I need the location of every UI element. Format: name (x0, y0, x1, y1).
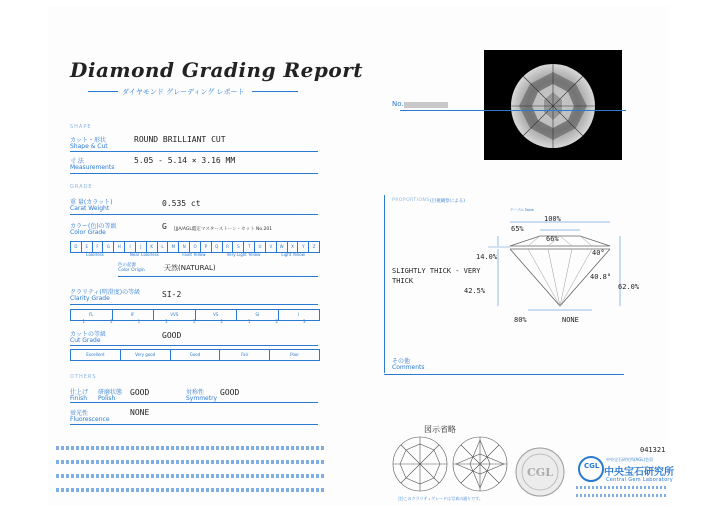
color-value: G (162, 222, 167, 231)
shape-value: ROUND BRILLIANT CUT (134, 135, 226, 144)
color-origin-label-en: Color Origin (118, 268, 145, 273)
measurements-value: 5.05 - 5.14 × 3.16 MM (134, 156, 236, 165)
clarity-scale-cell: VVS (154, 310, 196, 320)
carat-label-jp: 重 量(カラット) (70, 199, 113, 206)
carat-label-en: Carat Weight (70, 205, 110, 212)
color-scale-word: Colorless (85, 252, 104, 257)
comments-rule (384, 374, 624, 375)
color-scale-cell: T (244, 242, 255, 252)
grade-section-label: GRADE (70, 184, 93, 190)
color-scale-cell: U (255, 242, 266, 252)
clarity-label-en: Clarity Grade (70, 295, 110, 302)
polish-label-jp: 研磨状態 (98, 389, 123, 396)
color-scale-cell: Z (312, 244, 316, 249)
culet-value: NONE (562, 316, 579, 324)
diamond-photo-icon (484, 50, 622, 160)
clarity-sub-cell: 2 (110, 319, 113, 324)
symmetry-label-en: Symmetry (186, 395, 218, 402)
shape-label-jp: カット・形状 (70, 137, 106, 144)
cut-label-jp: カットの等級 (70, 331, 106, 338)
clarity-plot-icon (390, 434, 510, 494)
color-scale-cell: D (71, 242, 82, 252)
color-label-jp: カラー(色)の等級 (70, 223, 117, 230)
lower-half-value: 80% (514, 316, 527, 324)
comments-label-en: Comments (392, 364, 425, 371)
polish-label-en: Polish (98, 395, 116, 402)
table-label: テーブル Table (510, 208, 534, 212)
clarity-value: SI-2 (162, 290, 182, 299)
fluorescence-label-en: Fluorescence (70, 416, 110, 423)
clarity-label-jp: クラリティ(明澄度)の等級 (70, 289, 141, 296)
total-depth-value: 62.0% (618, 283, 640, 291)
cut-scale-cell: Poor (290, 352, 299, 357)
serial-number: 041321 (640, 446, 666, 454)
total-width-value: 100% (544, 215, 561, 223)
color-scale-cell: N (179, 242, 190, 252)
color-scale-cell: S (233, 242, 244, 252)
color-scale-word: Very Light Yellow (226, 252, 261, 257)
cut-scale-cell: Very good (121, 350, 171, 360)
color-label-en: Color Grade (70, 229, 106, 236)
fluorescence-label-jp: 蛍光性 (70, 410, 89, 417)
finish-label-jp: 仕上げ (70, 389, 89, 396)
color-scale-cell: Y (298, 242, 309, 252)
comments-label-jp: その他 (392, 358, 411, 365)
color-master-stone: [JJA/AGL鑑定マスターストーン・セット No.201 (174, 227, 273, 232)
title-rule-left (88, 91, 118, 92)
cgl-logo-text: CGL (584, 462, 600, 470)
shape-label-en: Shape & Cut (70, 143, 108, 150)
org-membership: 中央宝石研究所(AGL)会員 (606, 457, 654, 462)
color-scale-cell: Q (212, 242, 223, 252)
others-section-label: OTHERS (70, 374, 97, 380)
fine-print (56, 440, 326, 492)
shape-rule (70, 151, 318, 152)
finish-rule (70, 402, 318, 403)
color-scale-cell: E (82, 242, 93, 252)
girdle-thickness-value: SLIGHTLY THICK - VERY THICK (392, 267, 481, 285)
color-scale-cell: H (114, 242, 125, 252)
color-scale-cell: K (147, 242, 158, 252)
cut-rule (70, 345, 318, 346)
cut-scale-cell: Fair (220, 350, 270, 360)
symmetry-value: GOOD (220, 388, 240, 397)
diamond-photo (484, 50, 622, 160)
title-rule-right (252, 91, 298, 92)
diagram-omitted-label: 図示省略 (424, 425, 456, 434)
clarity-sub-cell: 1 (192, 319, 196, 324)
crown-height-value: 14.0% (476, 253, 498, 261)
star-percent-value: 66% (546, 235, 559, 243)
cut-scale (70, 349, 320, 361)
clarity-sub-scale (70, 319, 318, 325)
clarity-sub-cell: 1 (82, 319, 86, 324)
fluorescence-value: NONE (130, 408, 150, 417)
clarity-rule (70, 304, 318, 305)
color-origin-label-jp: 色の起源 (118, 263, 136, 268)
proportions-section-label: PROPORTIONS (392, 198, 430, 203)
crown-angle-value: 40° (592, 249, 605, 257)
report-number-redacted (404, 102, 448, 108)
clarity-scale-cell: FL (71, 310, 113, 320)
color-scale-cell: P (201, 242, 212, 252)
color-scale-cell: M (168, 242, 179, 252)
clarity-sub-cell: 2 (275, 319, 278, 324)
cgl-logo-icon (578, 456, 604, 482)
measurements-label-en: Measurements (70, 164, 115, 171)
measurements-rule (70, 173, 318, 174)
cgl-seal-icon (514, 446, 566, 498)
color-scale-cell: O (190, 242, 201, 252)
clarity-sub-cell: 3 (303, 319, 306, 324)
clarity-scale-cell: VS (196, 310, 238, 320)
report-number-rule (400, 110, 626, 111)
carat-value: 0.535 ct (162, 199, 201, 208)
clarity-scale-cell: SI (237, 310, 279, 320)
color-scale-cell: R (223, 242, 234, 252)
clarity-sub-cell: 1 (247, 319, 251, 324)
clarity-scale-cell: IF (113, 310, 155, 320)
report-number-label: No. (392, 100, 404, 108)
clarity-scale-cell: I (298, 312, 300, 317)
proportions-note: (目視観察による) (430, 199, 466, 204)
table-percent-value: 65% (511, 225, 524, 233)
cut-scale-cell: Good (171, 350, 221, 360)
carat-rule (70, 214, 318, 215)
color-scale-cell: V (266, 242, 277, 252)
clarity-sub-cell: 2 (165, 319, 168, 324)
cut-value: GOOD (162, 331, 182, 340)
cut-label-en: Cut Grade (70, 337, 101, 344)
color-scale-cell: W (277, 242, 288, 252)
color-scale-word: Light Yellow (281, 252, 305, 257)
measurements-label-jp: 寸 法 (70, 158, 84, 165)
shape-section-label: SHAPE (70, 124, 92, 130)
finish-label-en: Finish (70, 395, 88, 402)
svg-text:CGL: CGL (527, 466, 553, 479)
org-name-en: Central Gem Laboratory (606, 477, 674, 483)
clarity-footnote: 注)このクラリティグレードは写真の通りです。 (398, 496, 483, 501)
cut-scale-cell: Excellent (71, 350, 121, 360)
color-scale-cell: I (125, 242, 136, 252)
org-address (576, 486, 666, 497)
color-scale-cell: X (288, 242, 299, 252)
color-scale-word: Faint Yellow (182, 252, 206, 257)
polish-value: GOOD (130, 388, 150, 397)
clarity-sub-cell: 1 (137, 319, 141, 324)
color-scale-cell: L (158, 242, 169, 252)
report-title: Diamond Grading Report (70, 58, 363, 82)
color-origin-value: 天然(NATURAL) (164, 264, 216, 272)
color-scale-cell: J (136, 242, 147, 252)
color-scale-word: Near Colorless (129, 252, 159, 257)
org-name-jp: 中央宝石研究所 (604, 467, 674, 478)
right-column-divider (384, 195, 385, 373)
pavilion-angle-value: 40.8° (590, 273, 612, 281)
color-scale-cell: F (93, 242, 104, 252)
clarity-sub-cell: 2 (220, 319, 223, 324)
color-origin-rule (118, 276, 318, 277)
color-scale-words (70, 252, 318, 260)
pavilion-depth-value: 42.5% (464, 287, 486, 295)
fluorescence-rule (70, 424, 318, 425)
symmetry-label-jp: 対称性 (186, 389, 205, 396)
report-subtitle: ダイヤモンド グレーディング レポート (122, 88, 245, 96)
color-scale-cell: G (103, 242, 114, 252)
